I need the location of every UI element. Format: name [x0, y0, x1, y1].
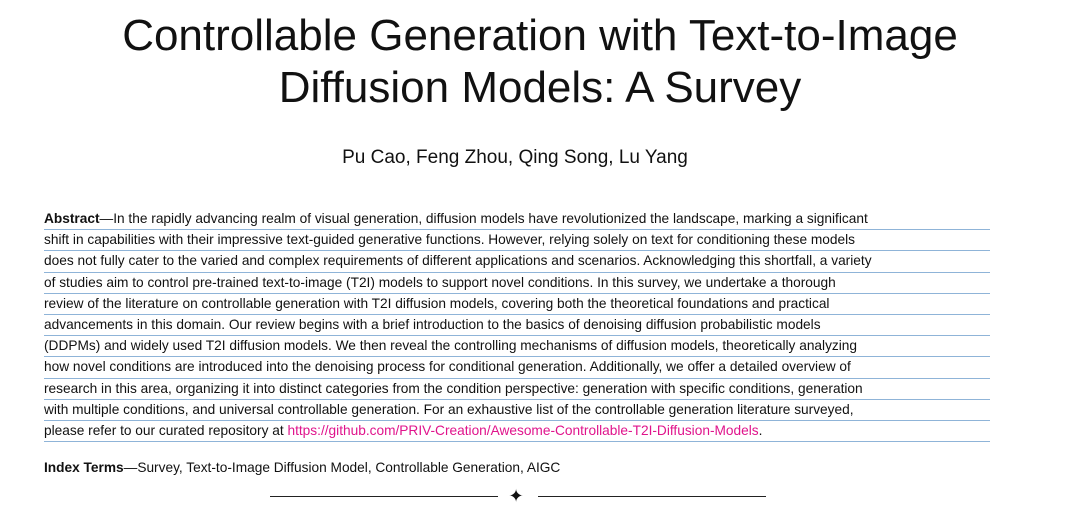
abstract-text: —In the rapidly advancing realm of visual generation, diffusion models have revolutionized the landscape, marking a significant — [99, 211, 868, 226]
abstract-line: review of the literature on controllable generation with T2I diffusion models, covering both the theoretical foundations and practical — [44, 293, 990, 315]
abstract — [44, 208, 990, 441]
title-line-2: Diffusion Models: A Survey — [278, 63, 802, 112]
abstract-line-last — [44, 420, 990, 442]
divider-rule-right — [538, 496, 766, 497]
abstract-line: (DDPMs) and widely used T2I diffusion models. We then reveal the controlling mechanisms of diffusion models, theoretically analyzing — [44, 335, 990, 357]
title-line-1: Controllable Generation with Text-to-Image — [122, 11, 958, 60]
abstract-line: advancements in this domain. Our review begins with a brief introduction to the basics of denoising diffusion probabilistic models — [44, 314, 990, 336]
abstract-line: how novel conditions are introduced into the denoising process for conditional generation. Additionally, we offer a detailed overview of — [44, 356, 990, 378]
abstract-line: does not fully cater to the varied and complex requirements of different applications and scenarios. Acknowledging this shortfall, a variety — [44, 250, 990, 272]
abstract-line: research in this area, organizing it into distinct categories from the condition perspective: generation with specific conditions, generation — [44, 378, 990, 400]
divider-rule-left — [270, 496, 498, 497]
abstract-text: please refer to our curated repository at — [44, 423, 288, 439]
section-divider — [0, 486, 1080, 506]
abstract-line — [44, 208, 990, 230]
abstract-label: Abstract — [44, 211, 100, 226]
abstract-line: with multiple conditions, and universal controllable generation. For an exhaustive list of the controllable generation literature surveyed, — [44, 399, 990, 421]
repo-link[interactable]: https://github.com/PRIV-Creation/Awesome-Controllable-T2I-Diffusion-Models — [287, 423, 759, 439]
abstract-text: . — [758, 423, 763, 439]
index-terms-label: Index Terms — [44, 460, 124, 475]
abstract-line: shift in capabilities with their impressive text-guided generative functions. However, relying solely on text for conditioning these models — [44, 229, 990, 251]
abstract-line: of studies aim to control pre-trained text-to-image (T2I) models to support novel conditions. In this survey, we undertake a thorough — [44, 272, 990, 294]
index-terms — [44, 458, 1004, 478]
index-terms-text: —Survey, Text-to-Image Diffusion Model, Controllable Generation, AIGC — [123, 460, 561, 475]
author-list: Pu Cao, Feng Zhou, Qing Song, Lu Yang — [342, 147, 688, 168]
paper-title — [0, 10, 1080, 114]
star-icon: ✦ — [508, 486, 524, 506]
